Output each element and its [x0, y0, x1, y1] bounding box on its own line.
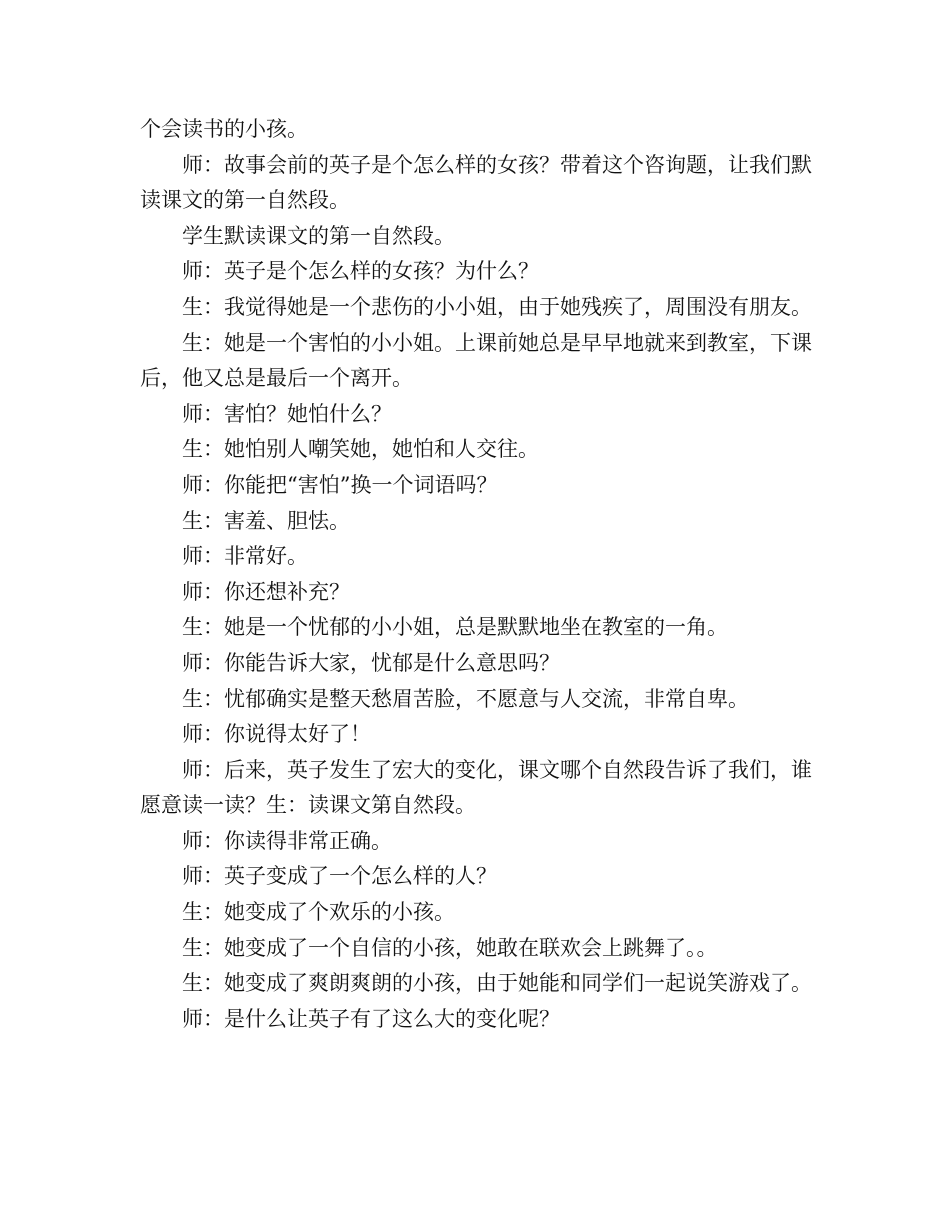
- paragraph: 生：她是一个忧郁的小小姐，总是默默地坐在教室的一角。: [182, 615, 728, 640]
- document-body: [140, 112, 812, 1037]
- paragraph: 师：故事会前的英子是个怎么样的女孩？带着这个咨询题，让我们默读课文的第一自然段。: [140, 152, 812, 213]
- paragraph: 生：她变成了个欢乐的小孩。: [182, 900, 455, 925]
- paragraph: 师：你能告诉大家，忧郁是什么意思吗？: [182, 650, 560, 675]
- paragraph: 师：你读得非常正确。: [182, 828, 392, 853]
- paragraph: 师：英子是个怎么样的女孩？为什么？: [182, 259, 539, 284]
- paragraph: 师：你说得太好了！: [182, 722, 371, 747]
- paragraph: 师：你还想补充？: [182, 579, 350, 604]
- paragraph: 生：害羞、胆怯。: [182, 508, 350, 533]
- paragraph: 生：忧郁确实是整天愁眉苦脸，不愿意与人交流，非常自卑。: [182, 686, 749, 711]
- paragraph: 生：她变成了一个自信的小孩，她敢在联欢会上跳舞了。。: [182, 935, 718, 960]
- paragraph: 生：我觉得她是一个悲伤的小小姐，由于她残疾了，周围没有朋友。: [182, 294, 812, 319]
- paragraph: 学生默读课文的第一自然段。: [182, 223, 455, 248]
- paragraph: 师：非常好。: [182, 544, 308, 569]
- paragraph: 师：英子变成了一个怎么样的人？: [182, 864, 497, 889]
- paragraph: 生：她是一个害怕的小小姐。上课前她总是早早地就来到教室，下课后，他又总是最后一个离开。: [140, 330, 812, 391]
- paragraph: 生：她怕别人嘲笑她，她怕和人交往。: [182, 437, 539, 462]
- paragraph: 师：是什么让英子有了这么大的变化呢？: [182, 1006, 560, 1031]
- paragraph: 师：你能把“害怕”换一个词语吗？: [182, 472, 498, 497]
- paragraph: 师：后来，英子发生了宏大的变化，课文哪个自然段告诉了我们，谁愿意读一读？生：读课文第自然段。: [140, 757, 812, 818]
- paragraph: 生：她变成了爽朗爽朗的小孩，由于她能和同学们一起说笑游戏了。: [182, 971, 812, 996]
- paragraph: 师：害怕？她怕什么？: [182, 401, 392, 426]
- paragraph: 个会读书的小孩。: [140, 117, 308, 141]
